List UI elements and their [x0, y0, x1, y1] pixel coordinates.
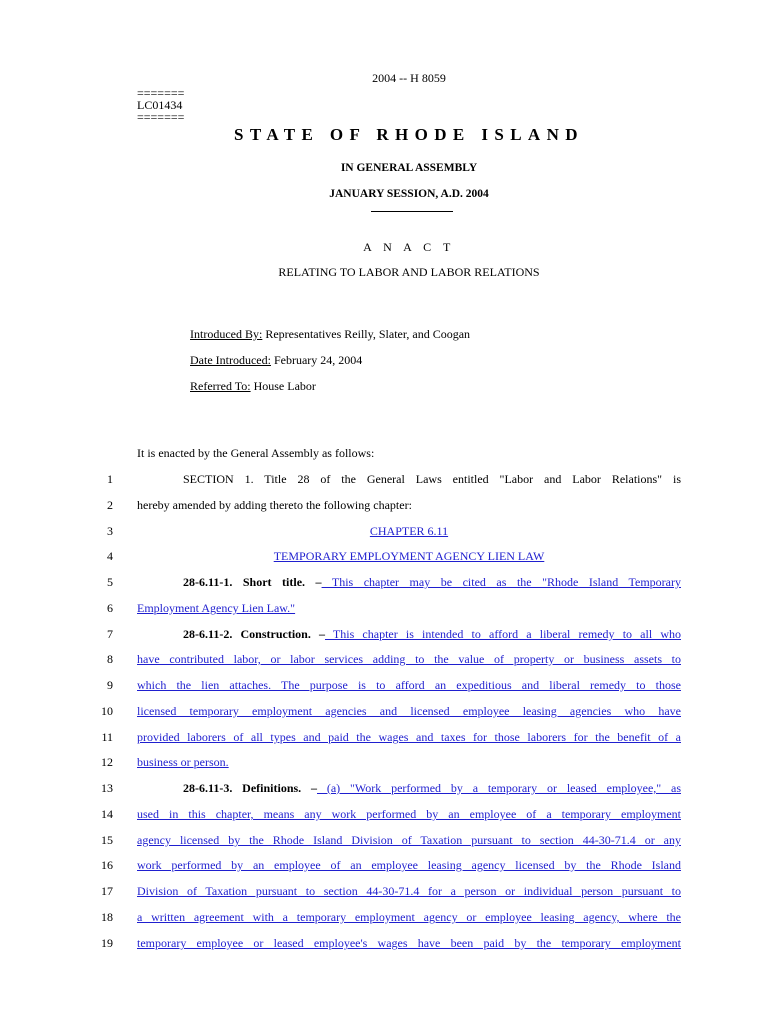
line-content: agency licensed by the Rhode Island Division of Taxation pursuant to section 44-30-71.4 or any [137, 833, 681, 847]
line-content: a written agreement with a temporary employment agency or employee leasing agency, where the [137, 910, 681, 924]
line-content: This chapter may be cited as the "Rhode Island Temporary [321, 575, 681, 589]
line-text [137, 884, 681, 899]
line-number: 19 [101, 936, 113, 950]
line-number: 16 [101, 858, 113, 872]
line-number: 4 [107, 549, 113, 563]
chapter-number: CHAPTER 6.11 [369, 524, 449, 538]
line-content: hereby amended by adding thereto the following chapter: [137, 498, 412, 512]
line-number: 5 [107, 575, 113, 589]
section-heading: 28-6.11-2. Construction. – [183, 627, 325, 641]
line-text [137, 678, 681, 693]
date-introduced-value: February 24, 2004 [270, 353, 363, 367]
line-text [137, 730, 681, 745]
referred-to-value: House Labor [250, 379, 316, 393]
line-content: used in this chapter, means any work performed by an employee of a temporary employment [137, 807, 681, 821]
assembly-heading: IN GENERAL ASSEMBLY [340, 162, 478, 174]
bill-number: 2004 -- H 8059 [372, 71, 446, 85]
line-number: 12 [101, 755, 113, 769]
line-text [137, 627, 681, 642]
line-number: 3 [107, 524, 113, 538]
line-number: 1 [107, 472, 113, 486]
act-subject: RELATING TO LABOR AND LABOR RELATIONS [278, 265, 540, 279]
line-content: licensed temporary employment agencies and licensed employee leasing agencies who have [137, 704, 681, 718]
chapter-title: TEMPORARY EMPLOYMENT AGENCY LIEN LAW [273, 549, 545, 563]
line-content: provided laborers of all types and paid the wages and taxes for those laborers for the benefit of a [137, 730, 681, 744]
lc-rule-top: ======= [137, 86, 185, 100]
session-divider [371, 211, 453, 212]
line-content: This chapter is intended to afford a liberal remedy to all who [324, 627, 681, 641]
session-heading: JANUARY SESSION, A.D. 2004 [329, 188, 489, 200]
line-number: 13 [101, 781, 113, 795]
referred-to [190, 379, 316, 394]
line-text [137, 601, 681, 616]
line-number: 15 [101, 833, 113, 847]
introduced-by [190, 327, 470, 342]
section-heading: 28-6.11-3. Definitions. – [183, 781, 317, 795]
date-introduced-label: Date Introduced: [190, 353, 271, 367]
act-heading: A N A C T [363, 240, 455, 254]
line-number: 9 [107, 678, 113, 692]
line-text [137, 755, 681, 770]
line-number: 8 [107, 652, 113, 666]
lc-rule-bottom: ======= [137, 110, 185, 124]
line-text [137, 575, 681, 590]
date-introduced [190, 353, 362, 368]
line-text [137, 858, 681, 873]
line-content: temporary employee or leased employee's wages have been paid by the temporary employment [137, 936, 681, 950]
referred-to-label: Referred To: [190, 379, 251, 393]
line-number: 11 [101, 730, 113, 744]
line-text [137, 910, 681, 925]
line-text [137, 549, 681, 564]
line-number: 14 [101, 807, 113, 821]
line-number: 7 [107, 627, 113, 641]
line-number: 10 [101, 704, 113, 718]
line-number: 18 [101, 910, 113, 924]
introduced-by-value: Representatives Reilly, Slater, and Coogan [262, 327, 471, 341]
line-text [137, 781, 681, 796]
line-content: (a) "Work performed by a temporary or leased employee," as [317, 781, 681, 795]
line-content: Division of Taxation pursuant to section 44-30-71.4 for a person or individual person pursuant to [137, 884, 681, 898]
state-heading: STATE OF RHODE ISLAND [234, 125, 584, 144]
introduced-by-label: Introduced By: [190, 327, 263, 341]
section-heading: 28-6.11-1. Short title. – [183, 575, 322, 589]
line-number: 6 [107, 601, 113, 615]
line-content: which the lien attaches. The purpose is to afford an expeditious and liberal remedy to those [137, 678, 681, 692]
line-number: 17 [101, 884, 113, 898]
line-content: SECTION 1. Title 28 of the General Laws entitled "Labor and Labor Relations" is [183, 472, 681, 486]
line-text [137, 833, 681, 848]
line-text [137, 704, 681, 719]
line-text [137, 936, 681, 951]
line-content: business or person. [137, 755, 229, 769]
line-text [137, 652, 681, 667]
line-text [137, 807, 681, 822]
line-content: have contributed labor, or labor services adding to the value of property or business assets to [137, 652, 681, 666]
line-content: work performed by an employee of an employee leasing agency licensed by the Rhode Island [137, 858, 681, 872]
line-text [137, 472, 681, 487]
line-content: Employment Agency Lien Law." [137, 601, 296, 615]
lc-number: LC01434 [137, 98, 183, 112]
line-text [137, 498, 681, 513]
enacting-clause: It is enacted by the General Assembly as follows: [137, 446, 375, 460]
line-text [137, 524, 681, 539]
line-number: 2 [107, 498, 113, 512]
